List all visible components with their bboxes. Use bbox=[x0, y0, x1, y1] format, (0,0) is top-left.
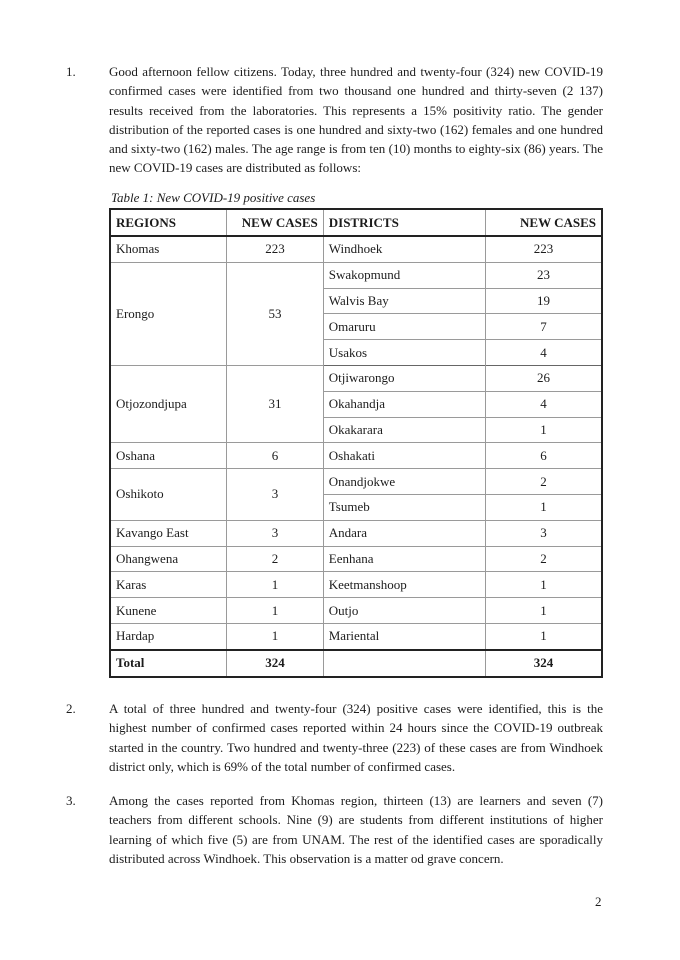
table-row bbox=[110, 598, 602, 624]
paragraph-text: A total of three hundred and twenty-four (324) positive cases were identified, this is the highest number of confirmed cases reported within 24 hours since the COVID-19 outbreak started in the country. Two hundred and twenty-three (223) of these cases are from Windhoek district only, which is 69% of the total number of confirmed cases. bbox=[109, 701, 603, 774]
region-name: Karas bbox=[110, 572, 227, 598]
region-cases: 2 bbox=[227, 546, 324, 572]
table-row bbox=[110, 623, 602, 649]
region-name: Hardap bbox=[110, 623, 227, 649]
table-caption: Table 1: New COVID-19 positive cases bbox=[111, 190, 316, 205]
header-region-new-cases: NEW CASES bbox=[227, 209, 324, 236]
district-cases: 4 bbox=[486, 391, 602, 417]
district-cases: 1 bbox=[486, 494, 602, 520]
district-name: Eenhana bbox=[323, 546, 485, 572]
region-name: Otjozondjupa bbox=[110, 365, 227, 442]
table-total-row bbox=[110, 650, 602, 677]
district-cases: 223 bbox=[486, 236, 602, 262]
district-cases: 7 bbox=[486, 314, 602, 340]
region-name: Oshikoto bbox=[110, 469, 227, 521]
table-row bbox=[110, 546, 602, 572]
total-district-cases: 324 bbox=[486, 650, 602, 677]
region-cases: 1 bbox=[227, 572, 324, 598]
district-name: Onandjokwe bbox=[323, 469, 485, 495]
district-name: Oshakati bbox=[323, 443, 485, 469]
region-cases: 3 bbox=[227, 520, 324, 546]
district-cases: 26 bbox=[486, 365, 602, 391]
table-row bbox=[110, 520, 602, 546]
total-region-cases: 324 bbox=[227, 650, 324, 677]
region-cases: 31 bbox=[227, 365, 324, 442]
district-name: Andara bbox=[323, 520, 485, 546]
district-name: Tsumeb bbox=[323, 494, 485, 520]
district-name: Swakopmund bbox=[323, 262, 485, 288]
district-name: Windhoek bbox=[323, 236, 485, 262]
covid-cases-table bbox=[109, 208, 603, 678]
total-label: Total bbox=[110, 650, 227, 677]
region-name: Oshana bbox=[110, 443, 227, 469]
district-name: Omaruru bbox=[323, 314, 485, 340]
header-districts: DISTRICTS bbox=[323, 209, 485, 236]
paragraph-number: 1. bbox=[66, 64, 76, 79]
district-cases: 2 bbox=[486, 469, 602, 495]
region-cases: 3 bbox=[227, 469, 324, 521]
district-cases: 3 bbox=[486, 520, 602, 546]
header-district-new-cases: NEW CASES bbox=[486, 209, 602, 236]
region-name: Kunene bbox=[110, 598, 227, 624]
district-cases: 1 bbox=[486, 598, 602, 624]
district-cases: 1 bbox=[486, 417, 602, 443]
district-cases: 19 bbox=[486, 288, 602, 314]
paragraph-number: 3. bbox=[66, 793, 76, 808]
district-name: Keetmanshoop bbox=[323, 572, 485, 598]
district-cases: 1 bbox=[486, 623, 602, 649]
district-cases: 1 bbox=[486, 572, 602, 598]
paragraph-text: Good afternoon fellow citizens. Today, three hundred and twenty-four (324) new COVID-19 confirmed cases were identified from two thousand one hundred and thirty-seven (2 137) results received from the laboratories. This represents a 15% positivity ratio. The gender distribution of the reported cases is one hundred and sixty-two (162) females and one hundred and sixty-two (162) males. The age range is from ten (10) months to eighty-six (86) years. The new COVID-19 cases are distributed as follows: bbox=[109, 64, 603, 176]
district-name: Usakos bbox=[323, 340, 485, 366]
district-cases: 23 bbox=[486, 262, 602, 288]
region-cases: 223 bbox=[227, 236, 324, 262]
region-cases: 1 bbox=[227, 598, 324, 624]
table-header-row bbox=[110, 209, 602, 236]
table-row bbox=[110, 365, 602, 391]
district-name: Outjo bbox=[323, 598, 485, 624]
region-cases: 53 bbox=[227, 262, 324, 365]
paragraph-number: 2. bbox=[66, 701, 76, 716]
table-row bbox=[110, 262, 602, 288]
district-cases: 4 bbox=[486, 340, 602, 366]
district-cases: 6 bbox=[486, 443, 602, 469]
district-name: Okakarara bbox=[323, 417, 485, 443]
district-name: Okahandja bbox=[323, 391, 485, 417]
table-row bbox=[110, 236, 602, 262]
table-row bbox=[110, 469, 602, 495]
region-cases: 6 bbox=[227, 443, 324, 469]
district-name: Otjiwarongo bbox=[323, 365, 485, 391]
district-cases: 2 bbox=[486, 546, 602, 572]
region-name: Ohangwena bbox=[110, 546, 227, 572]
table-row bbox=[110, 443, 602, 469]
region-name: Kavango East bbox=[110, 520, 227, 546]
region-name: Erongo bbox=[110, 262, 227, 365]
region-cases: 1 bbox=[227, 623, 324, 649]
region-name: Khomas bbox=[110, 236, 227, 262]
header-regions: REGIONS bbox=[110, 209, 227, 236]
table-row bbox=[110, 572, 602, 598]
district-name: Walvis Bay bbox=[323, 288, 485, 314]
district-name: Mariental bbox=[323, 623, 485, 649]
total-district-label bbox=[323, 650, 485, 677]
page-number: 2 bbox=[595, 894, 602, 909]
paragraph-text: Among the cases reported from Khomas region, thirteen (13) are learners and seven (7) teachers from different schools. Nine (9) are students from different institutions of higher learning of which five (5) are from UNAM. The rest of the identified cases are sporadically distributed across Windhoek. This observation is a matter od grave concern. bbox=[109, 793, 603, 866]
